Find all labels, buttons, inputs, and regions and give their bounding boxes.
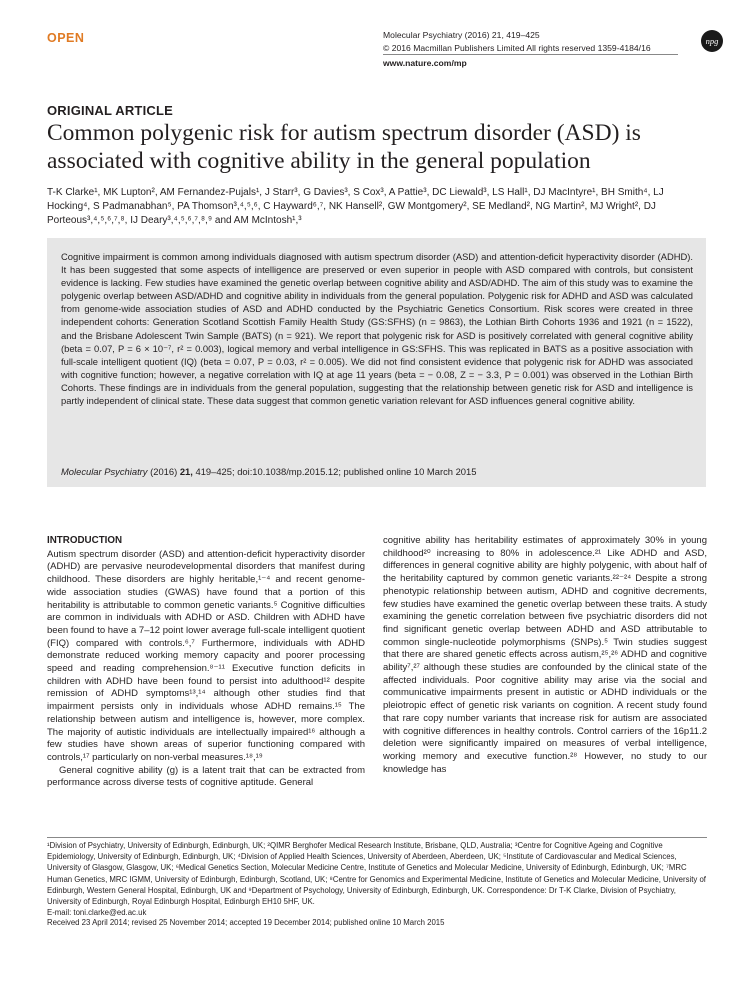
- author-list: T-K Clarke¹, MK Lupton², AM Fernandez-Pujals¹, J Starr³, G Davies³, S Cox³, A Pattie³, DC Liewald³, LS Hall¹, DJ MacIntyre¹, BH Smith⁴, LJ Hocking⁴, S Padmanabhan⁵, PA Thomson³,⁴,⁵,⁶, C Hayward⁶,⁷, NK Hansell², GW Montgomery², SE Medland², NG Martin², MJ Wright², DJ Porteous³,⁴,⁵,⁶,⁷,⁸, IJ Deary³,⁴,⁵,⁶,⁷,⁸,⁹ and AM McIntosh¹,³: [47, 187, 664, 226]
- introduction-heading: INTRODUCTION: [47, 535, 123, 546]
- citation-year: (2016): [150, 466, 178, 477]
- abstract-text: Cognitive impairment is common among individuals diagnosed with autism spectrum disorder (ASD) and attention-deficit hyperactivity disorder (ADHD). It has been suggested that some aspects of intelligence are preserved or even superior in people with ASD compared with controls, but consistent evidence is lacking. Few studies have examined the genetic overlap between cognitive ability and ASD/ADHD. The aim of this study was to examine the polygenic overlap between ASD/ADHD and cognitive ability in individuals from the general population. Polygenic risk for ADHD and ASD was calculated from genome-wide association studies of ASD and ADHD conducted by the Psychiatric Genetics Consortium. Risk scores were created in three independent cohorts: Generation Scotland Scottish Family Health Study (GS:SFHS) (n = 9863), the Lothian Birth Cohorts 1936 and 1921 (n = 1522), and the Brisbane Adolescent Twin Sample (BATS) (n = 921). We report that polygenic risk for ASD is positively correlated with general cognitive ability (beta = 0.07, P = 6 × 10⁻⁷, r² = 0.003), logical memory and verbal intelligence in GS:SFHS. This was replicated in BATS as a positive association with full-scale intelligent quotient (IQ) (beta = 0.07, P = 0.03, r² = 0.005). We did not find consistent evidence that polygenic risk for ADHD was associated with cognitive function; however, a negative correlation with IQ at age 11 years (beta = − 0.08, Z = − 3.3, P = 0.001) was observed in the Lothian Birth Cohorts. These findings are in individuals from the general population, suggesting that the relationship between genetic risk for ASD and intelligence is partly independent of clinical state. These data suggest that common genetic variation relevant for ASD influences general cognitive ability.: [61, 251, 693, 407]
- copyright-line: © 2016 Macmillan Publishers Limited All rights reserved 1359-4184/16: [383, 43, 651, 53]
- affiliations-footnote: [47, 840, 707, 918]
- open-access-label: OPEN: [47, 31, 85, 45]
- journal-info: [383, 29, 651, 55]
- article-citation: [61, 466, 693, 477]
- intro-paragraph-1: Autism spectrum disorder (ASD) and attention-deficit hyperactivity disorder (ADHD) are pervasive neurodevelopmental disorders that manifest during childhood. These disorders are highly heritable,¹⁻⁴ and recent genome-wide association studies (GWAS) have found that a portion of this heritability is attributable to common genetic variants.⁵ Cognitive difficulties are common in individuals with ADHD or ASD. Children with ADHD have been found to have a 7–12 point lower average full-scale intelligent quotient (FIQ) compared with controls.⁶,⁷ Furthermore, individuals with ADHD demonstrate reduced working memory capacity and poorer processing speed and reading comprehension.⁸⁻¹¹ Executive function deficits in children with ADHD have been found to persist into adulthood¹² despite remission of ADHD symptoms¹³,¹⁴ although other studies find that impairment persists only in individuals whose ADHD remains.¹⁵ The relationship between autism and intelligence is, however, more complex. The majority of autistic individuals are intellectually impaired¹⁶ although a few studies have shown areas of superior functioning compared with controls,¹⁷ particularly on non-verbal measures.¹⁸,¹⁹: [47, 548, 365, 763]
- body-column-left: [47, 535, 365, 790]
- affiliations-text: ¹Division of Psychiatry, University of Edinburgh, Edinburgh, UK; ²QIMR Berghofer Medical Research Institute, Brisbane, QLD, Australia; ³Centre for Cognitive Ageing and Cognitive Epidemiology, University of Edinburgh, Edinburgh, UK; ⁴Division of Applied Health Sciences, University of Aberdeen, Aberdeen, UK; ⁵Institute of Cardiovascular and Medical Sciences, University of Glasgow, Glasgow, UK; ⁶Medical Genetics Section, Molecular Medicine Centre, Institute of Genetics and Molecular Medicine, University of Edinburgh, Edinburgh, UK; ⁷MRC Human Genetics, MRC IGMM, University of Edinburgh, Edinburgh, Scotland, UK; ⁸Centre for Genomics and Experimental Medicine, Institute of Genetics and Molecular Medicine, University of Edinburgh, Western General Hospital, Edinburgh, UK and ⁹Department of Psychology, University of Edinburgh, Edinburgh, UK. Correspondence: Dr T-K Clarke, Division of Psychiatry, University of Edinburgh, Royal Edinburgh Hospital, Edinburgh EH10 5HF, UK.: [47, 841, 706, 907]
- header-divider: [383, 54, 678, 55]
- intro-paragraph-2: General cognitive ability (g) is a latent trait that can be extracted from performance across diverse tests of cognitive aptitude. General: [47, 764, 365, 789]
- article-type: ORIGINAL ARTICLE: [47, 103, 173, 118]
- right-paragraph-1: cognitive ability has heritability estimates of approximately 30% in young childhood²⁰ increasing to 80% in adolescence.²¹ Like ADHD and ASD, differences in general cognitive ability are highly polygenic, with about half of the heritability captured by common genetic variants.²²⁻²⁴ Despite a strong phenotypic relationship between autism, ADHD and cognitive decrements, few studies have examined the genetic overlap between these traits. A study examining the genetic correlation between five psychiatric disorders did not find significant genetic overlap between ADHD and ASD attributable to common single-nucleotide polymorphisms (SNPs).⁵ Twin studies suggest that there are shared genetic effects across autism,²⁵,²⁶ ADHD and cognitive ability⁷,²⁷ although these studies are confounded by the clinical state of the affected individuals. Poor cognitive ability may arise via the social and communicative impairments present in autistic or ADHD individuals or the pleiotropic effect of genetic risk variants on cognition. A recent study found that rare copy number variants that increase risk for autism are associated with cognitive differences in healthy controls. Control carriers of the 16p11.2 deletion were significantly impaired on measures of verbal intelligence, working memory and executive function.²⁸ However, no study to our knowledge has: [383, 535, 707, 775]
- article-title: Common polygenic risk for autism spectrum disorder (ASD) is associated with cognitive ability in the general population: [47, 120, 641, 174]
- logo-text: npg: [705, 36, 719, 46]
- npg-logo: [701, 30, 723, 52]
- received-dates: Received 23 April 2014; revised 25 November 2014; accepted 19 December 2014; published online 10 March 2015: [47, 918, 445, 927]
- journal-url-link[interactable]: www.nature.com/mp: [383, 58, 467, 68]
- citation-journal: Molecular Psychiatry: [61, 466, 148, 477]
- citation-volume: 21,: [179, 466, 193, 477]
- footnote-divider: [47, 837, 707, 838]
- citation-details: 419–425; doi:10.1038/mp.2015.12; published online 10 March 2015: [195, 466, 477, 477]
- journal-citation-line: Molecular Psychiatry (2016) 21, 419–425: [383, 30, 540, 40]
- body-column-right: [383, 535, 707, 776]
- correspondence-email[interactable]: E-mail: toni.clarke@ed.ac.uk: [47, 908, 147, 918]
